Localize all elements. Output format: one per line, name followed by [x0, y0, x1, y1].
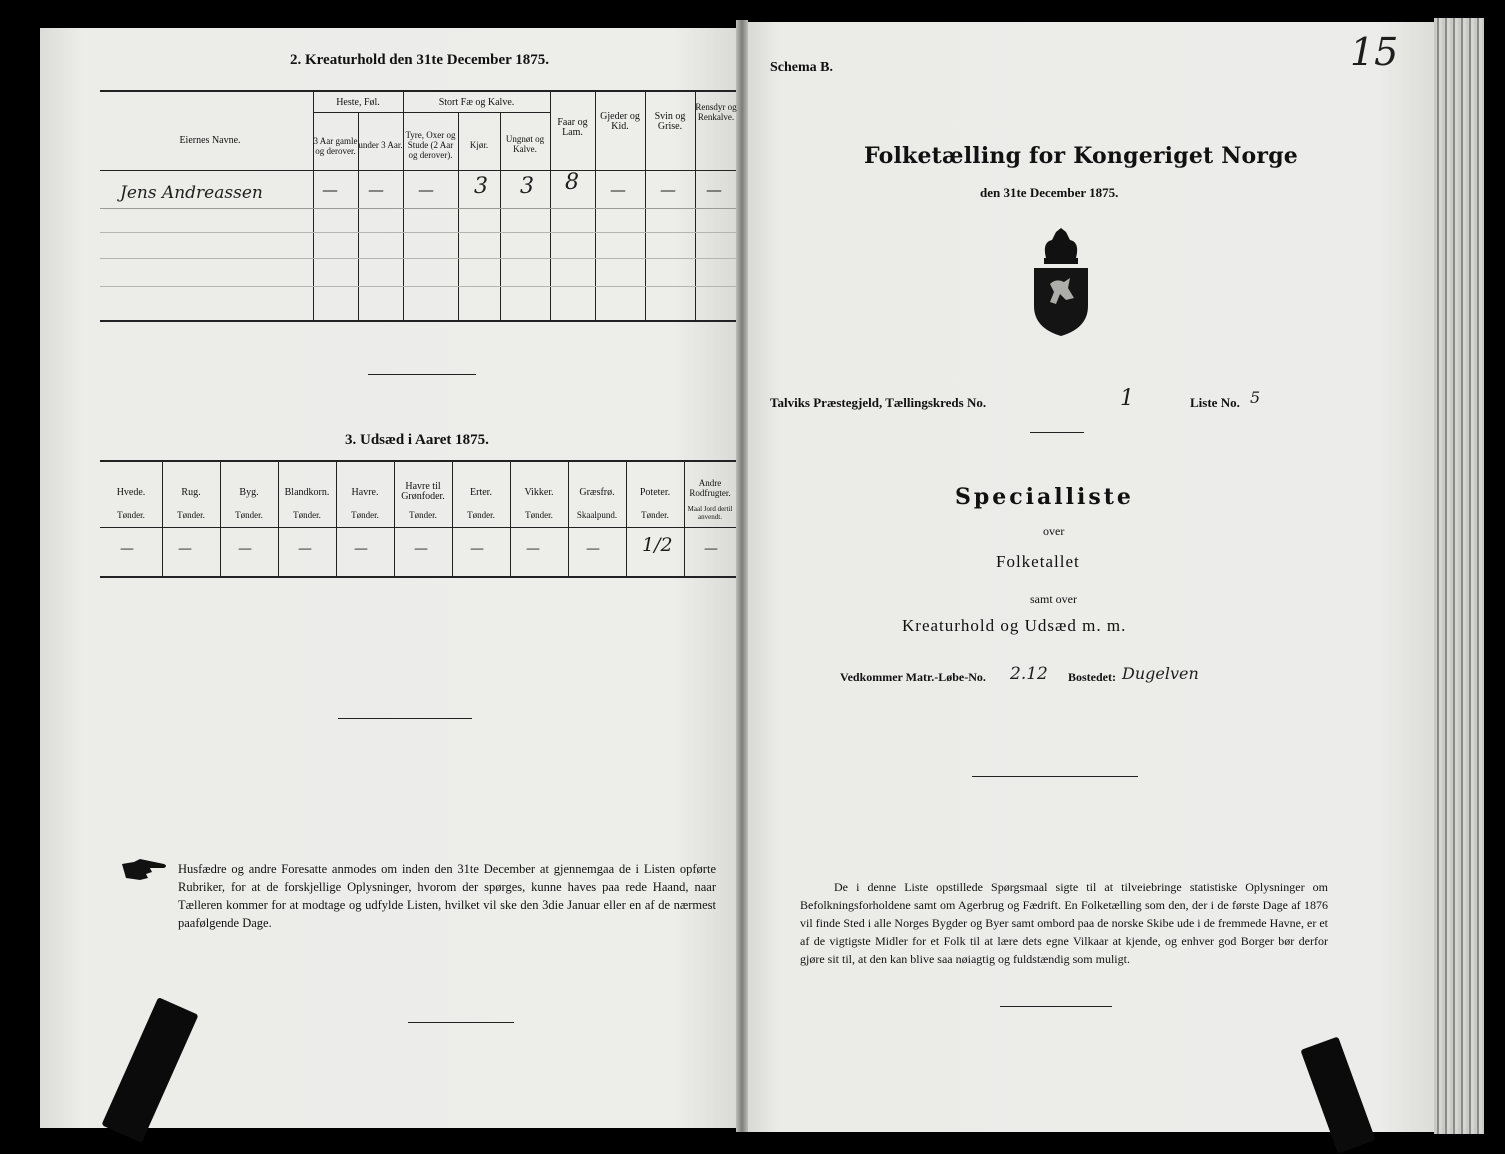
seed-val-poteter: 1/2 [642, 534, 673, 556]
parish-label: Talviks Præstegjeld, Tællingskreds No. [770, 395, 987, 410]
seed-val: — [586, 541, 600, 557]
seed-val: — [414, 541, 428, 557]
special-list-title: Specialliste [955, 484, 1134, 510]
subhead-tyre: Tyre, Oxer og Stude (2 Aar og derover). [405, 130, 456, 160]
seed-header-rodfrugter: Andre Rodfrugter. [689, 478, 731, 498]
seed-header-poteter: Poteter. [639, 487, 671, 498]
matr-label: Vedkommer Matr.-Løbe-No. [840, 670, 986, 684]
notice-text: Husfædre og andre Foresatte anmodes om inden den 31te December at gjennemgaa de i Listen opførte Rubriker, for at de forskjellige Oplysninger, hvorom der spørges, kunne haves paa rede Haand, naar Tælleren kommer for at modtage og udfylde Listen, hvilket vil ske den 3die Januar eller en af de nærmest paafølgende Dage. [178, 862, 716, 930]
row-line [100, 232, 736, 233]
divider [972, 776, 1138, 777]
matr-value: 2.12 [1010, 664, 1048, 684]
seed-header-rug: Rug. [181, 487, 201, 498]
seed-header-erter: Erter. [470, 487, 492, 498]
book-gutter [736, 20, 748, 1132]
fae-subline [403, 112, 550, 113]
seed-header-bottom [100, 527, 736, 528]
val-heste-old: — [322, 180, 338, 199]
seed-table-top [100, 460, 736, 462]
seed-header-blandkorn: Blandkorn. [284, 487, 330, 498]
seed-unit: Tønder. [177, 510, 205, 520]
seed-unit: Tønder. [235, 510, 263, 520]
subhead-heste-old: 3 Aar gamle og derover. [313, 136, 358, 156]
seed-val: — [298, 541, 312, 557]
seed-header-hvede: Hvede. [116, 487, 146, 498]
bosted-value: Dugelven [1122, 664, 1199, 683]
subhead-heste-young: under 3 Aar. [358, 140, 403, 150]
row-line [100, 258, 736, 259]
page-number: 15 [1350, 30, 1399, 74]
pointing-hand-icon [120, 856, 170, 884]
samt-over-label: samt over [1030, 592, 1077, 606]
seed-val: — [470, 541, 484, 557]
subhead-kjor: Kjør. [469, 140, 489, 150]
seed-unit: Tønder. [117, 510, 145, 520]
val-tyre: — [418, 180, 434, 199]
over-label: over [1043, 524, 1065, 538]
val-ungnot: 3 [520, 174, 534, 199]
val-kjor: 3 [474, 174, 488, 199]
coat-of-arms-icon [1030, 228, 1092, 336]
val-rensdyr: — [706, 180, 722, 199]
divider [368, 374, 476, 375]
group-rensdyr: Rensdyr og Renkalve. [695, 102, 737, 122]
divider [408, 1022, 514, 1023]
divider [1000, 1006, 1112, 1007]
seed-unit: Tønder. [641, 510, 669, 520]
seed-unit: Tønder. [467, 510, 495, 520]
footer-text: De i denne Liste opstillede Spørgsmaal sigte til at tilveiebringe statistiske Oplysninger om Befolkningsforholdene samt om Agerbrug og Fædrift. En Folketælling som den, der i de første Dage af 1876 vil finde Sted i alle Norges Bygder og Byer samt ombord paa de norske Skibe ude i de fremmede Havne, er et af de vigtigste Midler for et Folk til at lære dets egne Vilkaar at kjende, og enhver god Borger bør derfor gjøre sit til, at den kan blive saa nøiagtig og fuldstændig som muligt. [800, 880, 1328, 966]
row-line [100, 286, 736, 287]
val-svin: — [660, 180, 676, 199]
val-faar: 8 [565, 170, 579, 195]
owner-name: Jens Andreassen [120, 183, 263, 203]
seed-unit: Maal Jord dertil anvendt. [687, 505, 733, 521]
val-gjeder: — [610, 180, 626, 199]
seed-unit: Tønder. [293, 510, 321, 520]
seed-header-byg: Byg. [239, 487, 259, 498]
group-heste: Heste, Føl. [336, 97, 380, 108]
district-number: 1 [1120, 386, 1134, 411]
seed-header-vikker: Vikker. [524, 487, 554, 498]
bosted-label: Bostedet: [1068, 670, 1116, 684]
seed-val: — [238, 541, 252, 557]
seed-unit: Tønder. [409, 510, 437, 520]
folketallet-label: Folketallet [996, 552, 1080, 571]
list-number: 5 [1250, 388, 1261, 407]
row-line [100, 208, 736, 209]
seed-val: — [354, 541, 368, 557]
seed-header-havre: Havre. [351, 487, 379, 498]
livestock-table-top [100, 90, 736, 92]
seed-header-graesfro: Græsfrø. [579, 487, 615, 498]
page-edges [1434, 18, 1484, 1134]
main-title: Folketælling for Kongeriget Norge [864, 143, 1298, 169]
census-date: den 31te December 1875. [980, 185, 1119, 200]
group-faar: Faar og Lam. [557, 117, 588, 138]
group-svin: Svin og Grise. [654, 111, 686, 132]
seed-val: — [526, 541, 540, 557]
seed-header-gronfoder: Havre til Grønfoder. [401, 481, 445, 502]
group-gjeder: Gjeder og Kid. [600, 111, 640, 132]
seed-val: — [120, 541, 134, 557]
section2-title: 2. Kreaturhold den 31te December 1875. [290, 52, 549, 68]
list-label: Liste No. [1190, 395, 1240, 410]
seed-unit: Skaalpund. [576, 510, 618, 520]
seed-val: — [178, 541, 192, 557]
livestock-header-bottom [100, 170, 736, 171]
owner-header: Eiernes Navne. [179, 135, 241, 146]
val-heste-young: — [368, 180, 384, 199]
livestock-table-bottom [100, 320, 736, 322]
seed-unit: Tønder. [525, 510, 553, 520]
seed-val: — [704, 541, 718, 557]
subhead-ungnot: Ungnøt og Kalve. [505, 134, 545, 154]
seed-unit: Tønder. [351, 510, 379, 520]
group-fae: Stort Fæ og Kalve. [438, 97, 515, 108]
seed-table-bottom [100, 576, 736, 578]
divider [338, 718, 472, 719]
schema-label: Schema B. [770, 60, 833, 75]
section3-title: 3. Udsæd i Aaret 1875. [345, 432, 489, 448]
kreaturhold-label: Kreaturhold og Udsæd m. m. [902, 616, 1127, 635]
divider [1030, 432, 1084, 433]
